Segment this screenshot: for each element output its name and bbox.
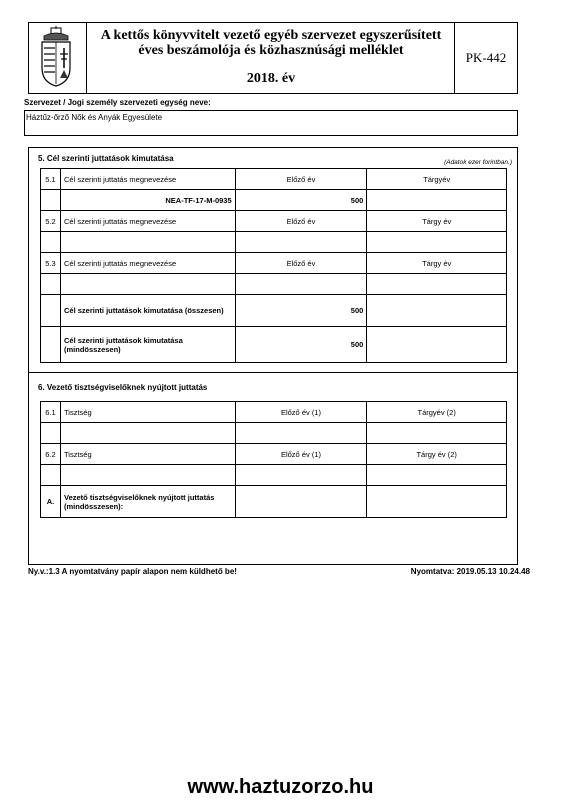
total-prev-value: 500 <box>235 295 367 327</box>
table-row <box>41 211 507 232</box>
form-title-line2: éves beszámolója és közhasznúsági melléklet <box>138 43 404 58</box>
header-curr-year: Tárgy év (2) <box>367 444 507 465</box>
grand-total-prev-value: 500 <box>235 327 367 363</box>
cell-empty <box>41 190 61 211</box>
cell-empty <box>60 423 235 444</box>
table-row <box>41 423 507 444</box>
org-label: Szervezet / Jogi személy szervezeti egység neve: <box>24 98 211 107</box>
cell-empty <box>235 232 367 253</box>
section5-title: 5. Cél szerinti juttatások kimutatása <box>38 154 174 163</box>
table-row <box>41 253 507 274</box>
cell-empty <box>41 232 61 253</box>
cell-empty <box>60 274 235 295</box>
table-row <box>41 402 507 423</box>
header-prev-year: Előző év <box>235 253 367 274</box>
cell-empty <box>41 423 61 444</box>
grant-curr-value <box>367 190 507 211</box>
table-row <box>41 486 507 518</box>
header-curr-year: Tárgy év <box>367 253 507 274</box>
section6-table <box>40 401 507 518</box>
cell-empty <box>235 423 367 444</box>
header-position: Tisztség <box>60 402 235 423</box>
table-row <box>41 190 507 211</box>
grant-name: NEA-TF-17-M-0935 <box>60 190 235 211</box>
section5-table <box>40 168 507 363</box>
row-number: 6.1 <box>41 402 61 423</box>
cell-empty <box>367 423 507 444</box>
header-name: Cél szerinti juttatás megnevezése <box>60 169 235 190</box>
total-label: Cél szerinti juttatások kimutatása (összesen) <box>60 295 235 327</box>
footer-left-note: Ny.v.:1.3 A nyomtatvány papír alapon nem küldhető be! <box>28 567 237 576</box>
header-divider-left <box>86 22 87 94</box>
header-prev-year: Előző év <box>235 169 367 190</box>
table-row <box>41 169 507 190</box>
form-title <box>90 28 452 58</box>
header-prev-year: Előző év (1) <box>235 402 367 423</box>
cell-empty <box>235 486 367 518</box>
cell-empty <box>235 274 367 295</box>
row-number: 5.3 <box>41 253 61 274</box>
cell-empty <box>60 232 235 253</box>
table-row <box>41 444 507 465</box>
coat-of-arms-icon <box>36 26 76 90</box>
header-prev-year: Előző év <box>235 211 367 232</box>
section5-note: (Adatok ezer forintban.) <box>444 159 512 166</box>
officer-total-label: Vezető tisztségviselőknek nyújtott juttatás (mindösszesen): <box>60 486 235 518</box>
org-name: Háztűz-őrző Nők és Anyák Egyesülete <box>26 113 163 122</box>
row-number: 6.2 <box>41 444 61 465</box>
cell-empty <box>367 295 507 327</box>
grant-prev-value: 500 <box>235 190 367 211</box>
footer-print-time: Nyomtatva: 2019.05.13 10.24.48 <box>410 567 530 576</box>
cell-empty <box>367 465 507 486</box>
row-number: A. <box>41 486 61 518</box>
header-curr-year: Tárgy év <box>367 211 507 232</box>
cell-empty <box>235 465 367 486</box>
cell-empty <box>60 465 235 486</box>
table-row <box>41 232 507 253</box>
header-name: Cél szerinti juttatás megnevezése <box>60 253 235 274</box>
cell-empty <box>367 327 507 363</box>
cell-empty <box>41 327 61 363</box>
header-curr-year: Tárgyév <box>367 169 507 190</box>
cell-empty <box>41 465 61 486</box>
table-row <box>41 327 507 363</box>
table-row <box>41 274 507 295</box>
header-name: Cél szerinti juttatás megnevezése <box>60 211 235 232</box>
table-row <box>41 295 507 327</box>
header-position: Tisztség <box>60 444 235 465</box>
cell-empty <box>367 486 507 518</box>
cell-empty <box>41 274 61 295</box>
form-code: PK-442 <box>465 50 507 65</box>
header-curr-year: Tárgyév (2) <box>367 402 507 423</box>
cell-empty <box>367 274 507 295</box>
section6-title: 6. Vezető tisztségviselőknek nyújtott juttatás <box>38 383 208 392</box>
form-title-line1: A kettős könyvvitelt vezető egyéb szervezet egyszerűsített <box>100 28 442 43</box>
form-year: 2018. év <box>246 71 296 86</box>
table-row <box>41 465 507 486</box>
grand-total-label: Cél szerinti juttatások kimutatása (mindösszesen) <box>60 327 235 363</box>
website-link[interactable]: www.haztuzorzo.hu <box>187 776 374 798</box>
row-number: 5.1 <box>41 169 61 190</box>
cell-empty <box>367 232 507 253</box>
header-prev-year: Előző év (1) <box>235 444 367 465</box>
cell-empty <box>41 295 61 327</box>
row-number: 5.2 <box>41 211 61 232</box>
